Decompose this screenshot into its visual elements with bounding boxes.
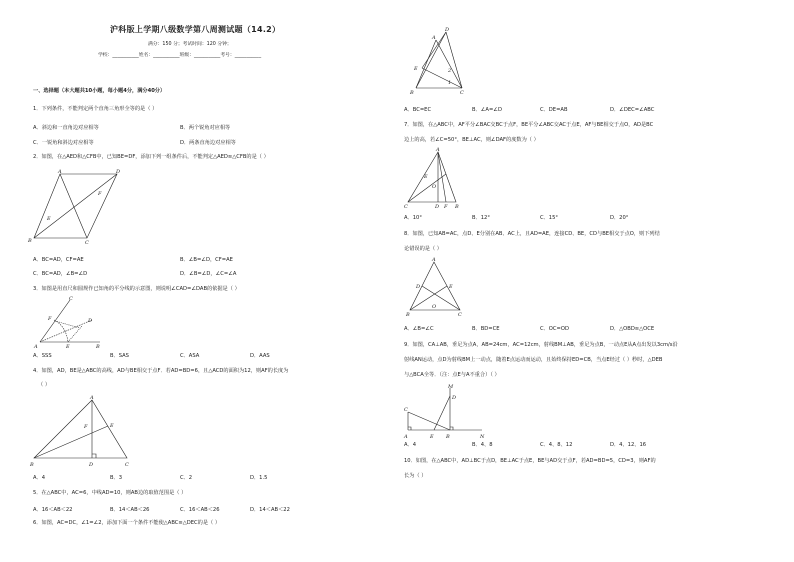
- q7-label-e: E: [424, 174, 428, 180]
- q7-label-o: O: [432, 184, 437, 190]
- q1-option-d[interactable]: D．两条直角边对应相等: [180, 140, 236, 146]
- q8-option-c[interactable]: C．OC=OD: [540, 326, 569, 332]
- q7-option-d[interactable]: D．20°: [610, 215, 629, 221]
- q2-stem: 2．如图，在△AED和△CFB中，已知BE=DF，添加下列一组条件后，不能判定△AED≌△CFB的是（ ）: [33, 154, 269, 160]
- q2-option-a[interactable]: A．BC=AD，CF=AE: [33, 257, 84, 263]
- q6-label-a: A: [432, 35, 436, 41]
- q2-label-a: A: [58, 169, 62, 175]
- q7-label-c: C: [404, 204, 408, 210]
- q6-option-d[interactable]: D．∠DEC=∠ABC: [610, 107, 655, 113]
- q3-label-c: C: [69, 296, 73, 302]
- q6-figure: [408, 26, 468, 96]
- q4-label-e: E: [110, 423, 114, 429]
- q1-option-b[interactable]: B．两个锐角对应相等: [180, 125, 231, 131]
- q2-label-f: F: [98, 191, 102, 197]
- q8-option-b[interactable]: B．BD=CE: [472, 326, 500, 332]
- q5-option-d[interactable]: D．14＜AB＜22: [250, 507, 290, 513]
- q4-label-a: A: [90, 395, 94, 401]
- q3-label-f: F: [48, 316, 52, 322]
- exam-fields: 学校：___________姓名：___________班级：___________考号：___________: [98, 53, 262, 58]
- q7-option-c[interactable]: C．15°: [540, 215, 559, 221]
- q6-label-e: E: [414, 66, 418, 72]
- q7-label-a: A: [436, 147, 440, 153]
- q9-stem-line3: 与△BCA全等．（注：点E与A不重合）（ ）: [404, 372, 500, 378]
- q8-label-b: B: [406, 312, 410, 318]
- q5-option-c[interactable]: C．16＜AB＜26: [180, 507, 220, 513]
- q8-label-e: E: [449, 284, 453, 290]
- q8-label-a: A: [432, 257, 436, 263]
- q9-label-m: M: [448, 384, 454, 390]
- q10-stem-line1: 10．如图，在△ABC中，AD⊥BC于点D，BE⊥AC于点E，BE与AD交于点F，若AD=BD=5，CD=3，则AF的: [404, 458, 656, 464]
- q7-option-b[interactable]: B．12°: [472, 215, 490, 221]
- q9-label-b: B: [446, 434, 450, 440]
- q9-option-d[interactable]: D．4、12、16: [610, 442, 647, 448]
- q6-label-2: 2: [448, 68, 452, 74]
- q2-label-b: B: [28, 238, 32, 244]
- q4-option-b[interactable]: B．3: [110, 475, 123, 481]
- q1-option-a[interactable]: A．斜边和一直角边对应相等: [33, 125, 99, 131]
- q3-option-c[interactable]: C．ASA: [180, 353, 200, 359]
- q1-option-c[interactable]: C．一锐角和斜边对应相等: [33, 140, 94, 146]
- q9-figure: [404, 382, 490, 440]
- q8-label-d: D: [416, 284, 421, 290]
- q4-label-b: B: [30, 462, 34, 468]
- q6-label-1: 1: [448, 80, 452, 86]
- q6-option-c[interactable]: C．DE=AB: [540, 107, 568, 113]
- q2-label-e: E: [47, 216, 51, 222]
- q9-label-c: C: [404, 407, 408, 413]
- q2-label-c: C: [85, 240, 89, 246]
- exam-meta: 满分：150 分；考试时间：120 分钟；: [148, 42, 232, 47]
- q9-label-a: A: [404, 434, 408, 440]
- q10-stem-line2: 长为（ ）: [404, 473, 427, 479]
- q6-label-b: B: [410, 90, 414, 96]
- q3-option-b[interactable]: B．SAS: [110, 353, 129, 359]
- q8-label-c: C: [458, 312, 462, 318]
- q2-option-c[interactable]: C．BC=AD，∠B=∠D: [33, 271, 88, 277]
- q5-stem: 5．在△ABC中，AC=6，中线AD=10，则AB边的取值范围是（ ）: [33, 490, 187, 496]
- q7-label-d: D: [435, 204, 440, 210]
- q4-figure: [30, 394, 140, 472]
- q2-figure: [30, 168, 130, 248]
- q8-stem-line2: 论错误的是（ ）: [404, 246, 442, 252]
- q9-option-b[interactable]: B．4、8: [472, 442, 493, 448]
- q4-label-f: F: [84, 424, 88, 430]
- q7-figure: [404, 146, 464, 208]
- q7-label-b: B: [455, 204, 459, 210]
- q6-label-c: C: [460, 90, 464, 96]
- q9-stem-line2: 射线AN运动，点D为射线BM上一动点，随着E点运动而运动，且始终保持ED=CB，当点E经过（ ）秒时，△DEB: [404, 357, 663, 363]
- q9-label-n: N: [480, 434, 485, 440]
- q6-stem: 6．如图，AC=DC，∠1=∠2，添加下面一个条件不能使△ABC≌△DEC的是（ ）: [33, 520, 221, 526]
- q4-option-a[interactable]: A．4: [33, 475, 46, 481]
- q5-option-b[interactable]: B．14＜AB＜26: [110, 507, 150, 513]
- q8-option-a[interactable]: A．∠B=∠C: [404, 326, 434, 332]
- q7-option-a[interactable]: A．10°: [404, 215, 422, 221]
- q9-label-e: E: [430, 434, 434, 440]
- q6-label-d: D: [445, 27, 450, 33]
- exam-title: 沪科版上学期八级数学第八周测试题（14.2）: [110, 25, 281, 34]
- q3-figure: [30, 296, 110, 348]
- q4-stem-line1: 4．如图，AD，BE是△ABC的高线，AD与BE相交于点F．若AD=BD=6，且△ACD的面积为12，则AF的长度为: [33, 368, 289, 374]
- q3-label-a: A: [34, 344, 38, 350]
- q6-option-a[interactable]: A．BC=EC: [404, 107, 432, 113]
- section-1-heading: 一、选择题（本大题共10小题，每小题4分，满分40分）: [33, 88, 166, 94]
- q3-label-b: B: [96, 344, 100, 350]
- q2-option-b[interactable]: B．∠B=∠D，CF=AE: [180, 257, 233, 263]
- q2-option-d[interactable]: D．∠B=∠D，∠C=∠A: [180, 271, 237, 277]
- q8-option-d[interactable]: D．△OBD≌△OCE: [610, 326, 655, 332]
- q3-stem: 3．如图是用直尺和圆规作已知角的平分线的示意图，则说明∠CAD=∠DAB的依据是（ ）: [33, 286, 240, 292]
- q4-option-c[interactable]: C．2: [180, 475, 193, 481]
- q9-label-d: D: [452, 395, 457, 401]
- q5-option-a[interactable]: A．16＜AB＜22: [33, 507, 73, 513]
- q3-label-d: D: [88, 318, 93, 324]
- q9-stem-line1: 9．如图，CA⊥AB，垂足为点A，AB=24cm，AC=12cm，射线BM⊥AB，垂足为点B，一动点E从A点出发以3cm/s沿: [404, 342, 678, 348]
- q1-stem: 1．下列条件，不能判定两个直角三角形全等的是（ ）: [33, 106, 158, 112]
- q4-label-c: C: [125, 462, 129, 468]
- q4-option-d[interactable]: D．1.5: [250, 475, 268, 481]
- q9-option-c[interactable]: C．4、8、12: [540, 442, 573, 448]
- q3-label-e: E: [66, 344, 70, 350]
- q8-stem-line1: 8．如图，已知AB=AC，点D、E分别在AB、AC上，且AD=AE，连接CD、BE，CD与BE相交于点O，则下列结: [404, 231, 660, 237]
- q4-label-d: D: [89, 462, 94, 468]
- q6-option-b[interactable]: B．∠A=∠D: [472, 107, 502, 113]
- q3-option-d[interactable]: D．AAS: [250, 353, 270, 359]
- q7-stem-line2: 边上的高，若∠C=50°，BE⊥AC，则∠DAF的度数为（ ）: [404, 137, 539, 143]
- q8-label-o: O: [432, 304, 437, 310]
- q2-label-d: D: [116, 169, 121, 175]
- q9-option-a[interactable]: A．4: [404, 442, 417, 448]
- q7-label-f: F: [444, 204, 448, 210]
- q8-figure: [404, 256, 464, 318]
- q4-stem-line2: （ ）: [38, 382, 51, 388]
- q7-stem-line1: 7．如图，在△ABC中，AF平分∠BAC交BC于点F，BE平分∠ABC交AC于点E，AF与BE相交于点O，AD是BC: [404, 122, 654, 128]
- q3-option-a[interactable]: A．SSS: [33, 353, 52, 359]
